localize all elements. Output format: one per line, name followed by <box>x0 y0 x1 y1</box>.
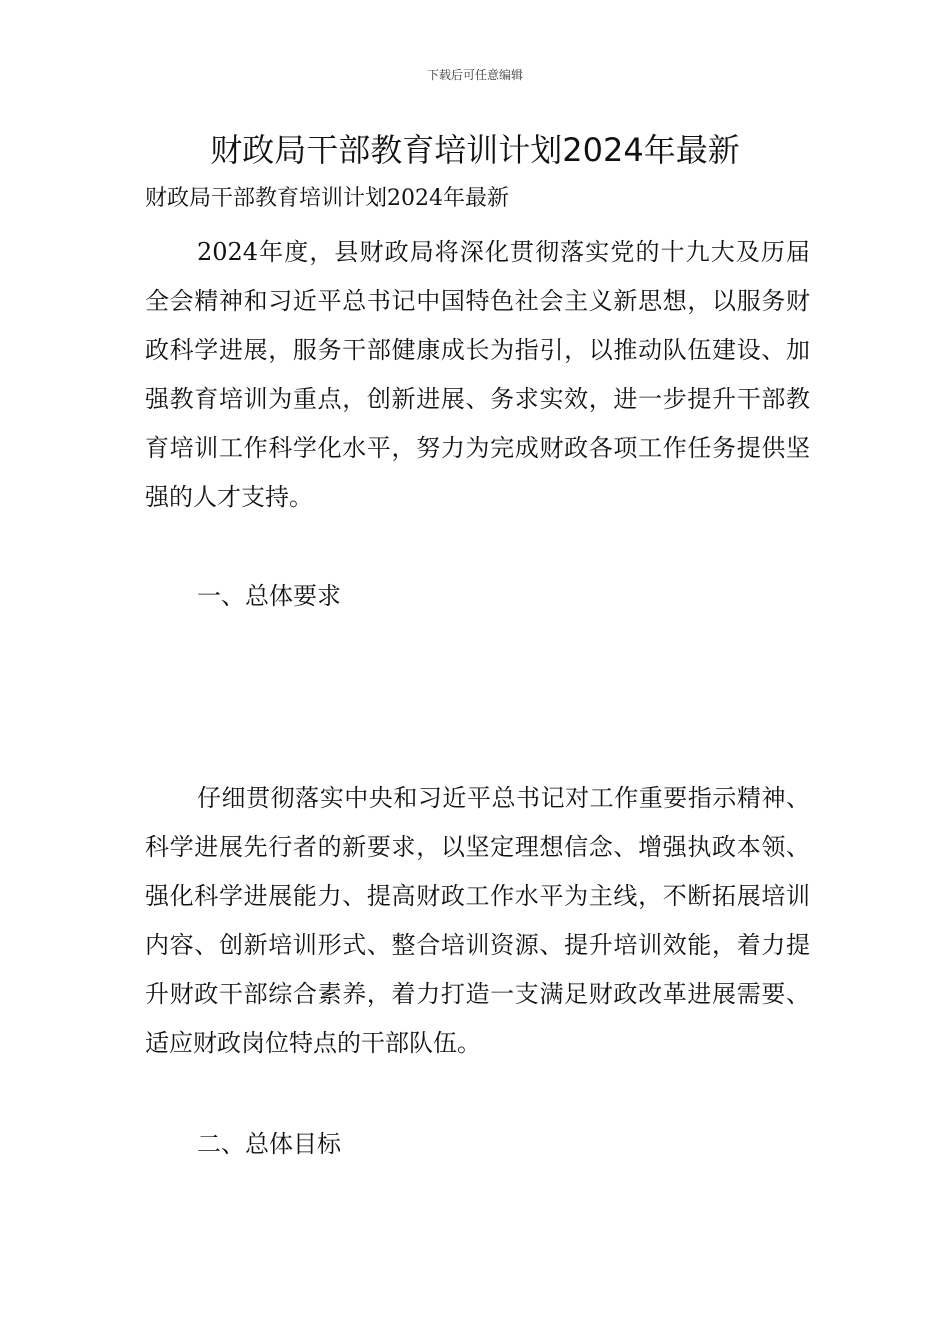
intro-paragraph: 2024年度，县财政局将深化贯彻落实党的十九大及历届全会精神和习近平总书记中国特色社会主义新思想，以服务财政科学进展，服务干部健康成长为指引，以推动队伍建设、加强教育培训为重点，创新进展、务求实效，进一步提升干部教育培训工作科学化水平，努力为完成财政各项工作任务提供坚强的人才支持。 <box>145 238 810 511</box>
section-heading-general-requirements: 一、总体要求 <box>197 582 341 610</box>
section-heading-general-goals: 二、总体目标 <box>197 1130 341 1158</box>
header-note: 下载后可任意编辑 <box>426 68 523 82</box>
document-subtitle: 财政局干部教育培训计划2024年最新 <box>145 186 509 211</box>
requirements-paragraph: 仔细贯彻落实中央和习近平总书记对工作重要指示精神、科学进展先行者的新要求，以坚定理想信念、增强执政本领、强化科学进展能力、提高财政工作水平为主线，不断拓展培训内容、创新培训形式、整合培训资源、提升培训效能，着力提升财政干部综合素养，着力打造一支满足财政改革进展需要、适应财政岗位特点的干部队伍。 <box>145 784 810 1057</box>
document-title: 财政局干部教育培训计划2024年最新 <box>210 131 740 169</box>
